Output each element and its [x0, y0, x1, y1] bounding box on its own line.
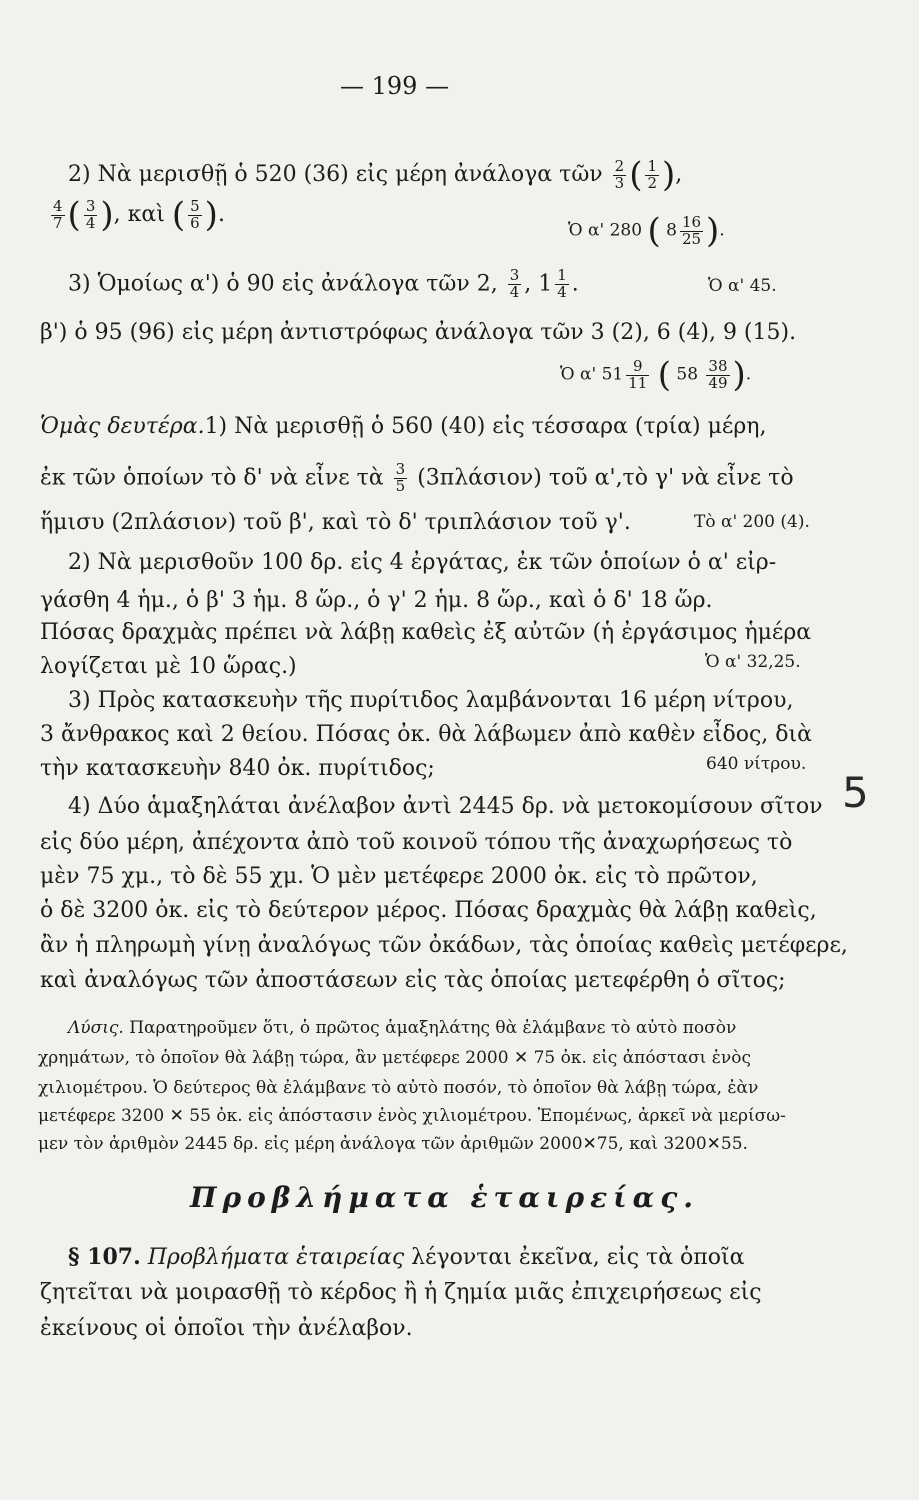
problem-g2-2-line-4: λογίζεται μὲ 10 ὥρας.): [40, 654, 297, 679]
solution-line-3: χιλιομέτρου. Ὁ δεύτερος θὰ ἐλάμβανε τὸ αὐτὸ ποσόν, τὸ ὁποῖον θὰ λάβῃ τώρα, ἐὰν: [38, 1078, 759, 1098]
problem-g2-2-line-2: γάσθη 4 ἡμ., ὁ β' 3 ἡμ. 8 ὥρ., ὁ γ' 2 ἡμ. 8 ὥρ., καὶ ὁ δ' 18 ὥρ.: [40, 588, 713, 613]
group-two-line-2: ἐκ τῶν ὁποίων τὸ δ' νὰ εἶνε τὰ $\frac{3}{5}$ (3πλάσιον) τοῦ α',τὸ γ' νὰ εἶνε τὸ: [40, 460, 794, 495]
answer-3: Ὁ α' 45.: [708, 276, 777, 296]
problem-g2-4-line-1: 4) Δύο ἁμαξηλάται ἀνέλαβον ἀντὶ 2445 δρ. νὰ μετοκομίσουν σῖτον: [68, 794, 823, 819]
problem-g2-3-line-2: 3 ἄνθρακος καὶ 2 θείου. Πόσας ὀκ. θὰ λάβωμεν ἀπὸ καθὲν εἶδος, διὰ: [40, 722, 812, 747]
solution-label: Λύσις.: [68, 1018, 124, 1038]
fraction-2-3: $\frac{2}{3}$: [614, 156, 625, 192]
problem-g2-4-line-3: μὲν 75 χμ., τὸ δὲ 55 χμ. Ὁ μὲν μετέφερε 2000 ὀκ. εἰς τὸ πρῶτον,: [40, 864, 758, 889]
section-heading: Προβλήματα ἑταιρείας.: [190, 1181, 700, 1214]
answer-g2-2: Ὁ α' 32,25.: [705, 652, 801, 672]
fraction-1-4: $\frac{1}{4}$: [557, 266, 567, 301]
fraction-3-4b: $\frac{3}{4}$: [509, 266, 520, 301]
fraction-5-6: $\frac{5}{6}$: [190, 196, 200, 232]
group-two-line-1: Ὁμὰς δευτέρα.1) Νὰ μερισθῇ ὁ 560 (40) εἰς τέσσαρα (τρία) μέρη,: [40, 414, 767, 439]
problem-g2-4-line-5: ἂν ἡ πληρωμὴ γίνῃ ἀναλόγως τῶν ὀκάδων, τὰς ὁποίας καθεὶς μετέφερε,: [40, 933, 848, 958]
solution-line-2: χρημάτων, τὸ ὁποῖον θὰ λάβῃ τώρα, ἂν μετέφερε 2000 ✕ 75 ὀκ. εἰς ἀπόστασι ἑνὸς: [38, 1048, 751, 1068]
group-two-line-3: ἥμισυ (2πλάσιον) τοῦ β', καὶ τὸ δ' τριπλάσιον τοῦ γ'.: [40, 510, 631, 535]
section-line-3: ἐκείνους οἱ ὁποῖοι τὴν ἀνέλαβον.: [40, 1316, 413, 1341]
group-two-label: Ὁμὰς δευτέρα.: [40, 414, 205, 439]
answer-g2-1: Τὸ α' 200 (4).: [694, 512, 810, 532]
margin-handwritten-note: 5: [842, 768, 869, 817]
problem-3b-line: β') ὁ 95 (96) εἰς μέρη ἀντιστρόφως ἀνάλογα τῶν 3 (2), 6 (4), 9 (15).: [40, 320, 797, 345]
solution-line-1: Λύσις. Παρατηροῦμεν ὅτι, ὁ πρῶτος ἁμαξηλάτης θὰ ἐλάμβανε τὸ αὐτὸ ποσὸν: [68, 1018, 737, 1038]
section-line-2: ζητεῖται νὰ μοιρασθῇ τὸ κέρδος ἢ ἡ ζημία μιᾶς ἐπιχειρήσεως εἰς: [40, 1280, 762, 1305]
fraction-4-7: $\frac{4}{7}$: [53, 196, 63, 232]
fraction-38-49: $\frac{38}{49}$: [708, 356, 728, 392]
problem-2-line-1: 2) Νὰ μερισθῇ ὁ 520 (36) εἰς μέρη ἀνάλογα τῶν $\frac{2}{3}$ ( $\frac{1}{2}$ ),: [68, 155, 683, 195]
fraction-3-4: $\frac{3}{4}$: [85, 196, 96, 232]
problem-g2-2-line-1: 2) Νὰ μερισθοῦν 100 δρ. εἰς 4 ἐργάτας, ἐκ τῶν ὁποίων ὁ α' εἰρ-: [68, 550, 777, 575]
problem-g2-4-line-6: καὶ ἀναλόγως τῶν ἀποστάσεων εἰς τὰς ὁποίας μετεφέρθη ὁ σῖτος;: [40, 968, 786, 993]
section-number: § 107.: [68, 1244, 141, 1270]
solution-line-5: μεν τὸν ἀριθμὸν 2445 δρ. εἰς μέρη ἀνάλογα τῶν ἀριθμῶν 2000✕75, καὶ 3200✕55.: [38, 1134, 748, 1154]
problem-g2-4-line-4: ὁ δὲ 3200 ὀκ. εἰς τὸ δεύτερον μέρος. Πόσας δραχμὰς θὰ λάβῃ καθεὶς,: [40, 898, 817, 923]
page-number: — 199 —: [340, 72, 450, 100]
problem-g2-4-line-2: εἰς δύο μέρη, ἀπέχοντα ἀπὸ τοῦ κοινοῦ τόπου τῆς ἀναχωρήσεως τὸ: [40, 830, 793, 855]
word-kai: καὶ: [127, 202, 165, 227]
problem-2-line-2: $\frac{4}{7}$ ( $\frac{3}{4}$ ), καὶ ( $\frac{5}{6}$ ).: [53, 195, 225, 235]
problem-g2-2-line-3: Πόσας δραχμὰς πρέπει νὰ λάβῃ καθεὶς ἐξ αὐτῶν (ἡ ἐργάσιμος ἡμέρα: [40, 620, 812, 645]
problem-3-line: 3) Ὁμοίως α') ὁ 90 εἰς ἀνάλογα τῶν 2, $\frac{3}{4}$ , 1 $\frac{1}{4}$ .: [68, 266, 579, 301]
fraction-16-25: $\frac{16}{25}$: [681, 212, 702, 248]
solution-line-4: μετέφερε 3200 ✕ 55 ὀκ. εἰς ἀπόστασιν ἑνὸς χιλιομέτρου. Ἐπομένως, ἀρκεῖ νὰ μερίσω-: [38, 1106, 786, 1126]
fraction-1-2: $\frac{1}{2}$: [647, 156, 657, 192]
fraction-9-11: $\frac{9}{11}$: [628, 356, 648, 392]
answer-g2-3: 640 νίτρου.: [706, 754, 807, 774]
text: 2) Νὰ μερισθῇ ὁ 520 (36) εἰς μέρη ἀνάλογα τῶν: [68, 162, 603, 187]
problem-g2-3-line-1: 3) Πρὸς κατασκευὴν τῆς πυρίτιδος λαμβάνονται 16 μέρη νίτρου,: [68, 688, 794, 713]
answer-3b: Ὁ α' 51 $\frac{9}{11}$ ( 58 $\frac{38}{49}$ ).: [560, 355, 752, 395]
answer-2: Ὁ α' 280 ( 8 $\frac{16}{25}$ ).: [568, 211, 725, 251]
section-term: Προβλήματα ἑταιρείας: [147, 1245, 405, 1270]
fraction-3-5: $\frac{3}{5}$: [395, 460, 406, 495]
problem-g2-3-line-3: τὴν κατασκευὴν 840 ὀκ. πυρίτιδος;: [40, 756, 435, 781]
section-line-1: § 107. Προβλήματα ἑταιρείας λέγονται ἐκεῖνα, εἰς τὰ ὁποῖα: [68, 1244, 745, 1270]
